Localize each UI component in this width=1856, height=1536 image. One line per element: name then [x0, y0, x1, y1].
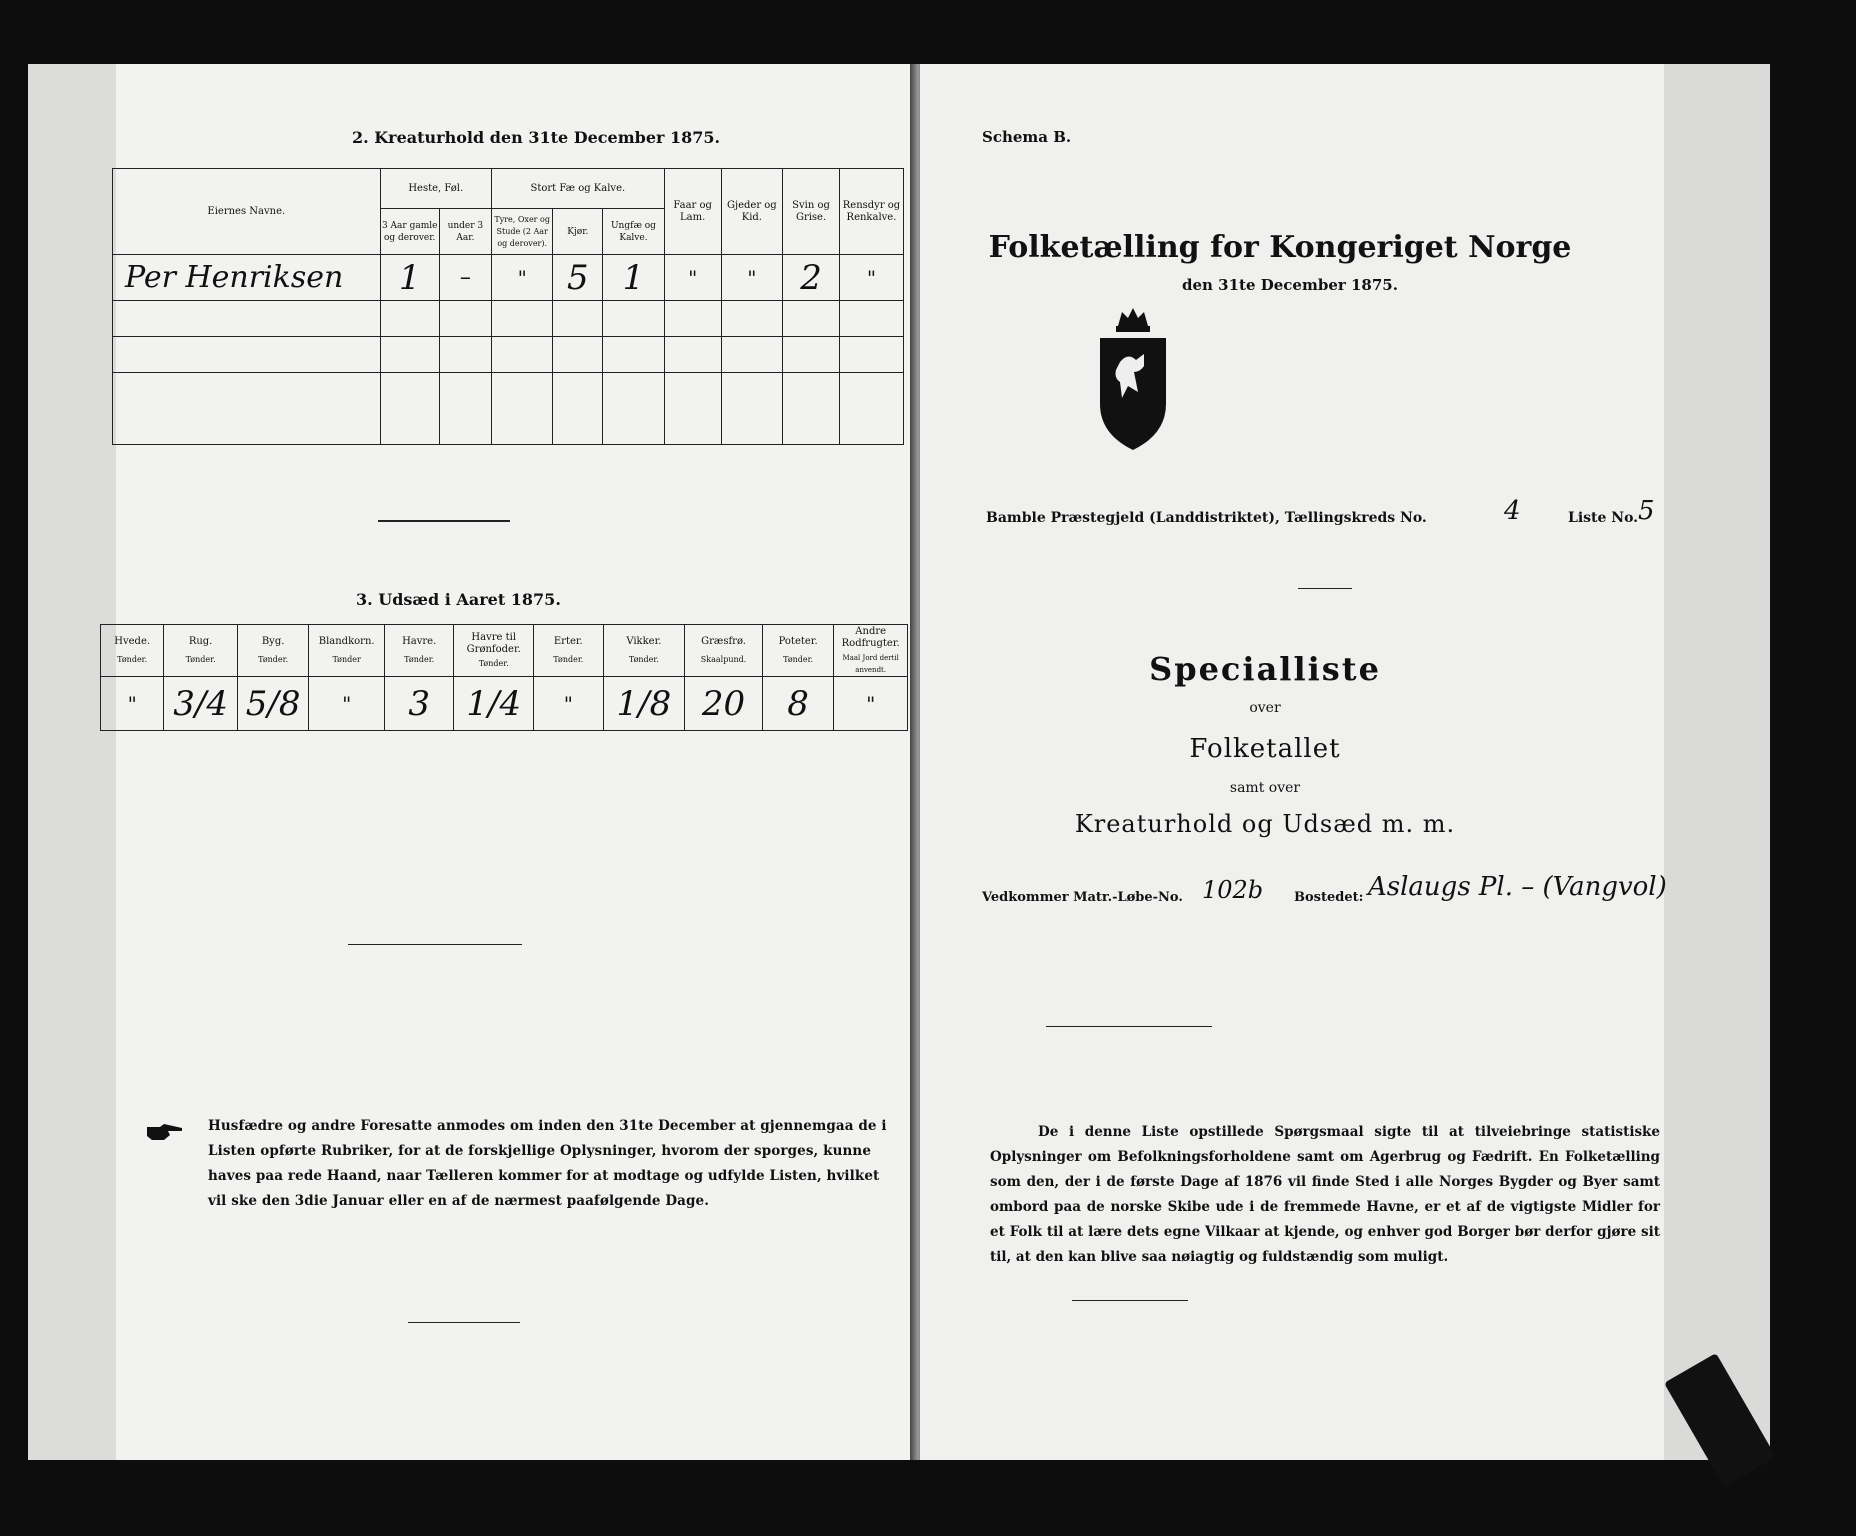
vetch-value: 1/8: [603, 677, 685, 731]
liste-number: 5: [1638, 496, 1655, 526]
rye-value: 3/4: [164, 677, 238, 731]
bosted-label: Bostedet:: [1294, 890, 1364, 905]
bulls-header: Tyre, Oxer og Stude (2 Aar og derover).: [491, 209, 553, 255]
horses-young-header: under 3 Aar.: [439, 209, 491, 255]
oats-header: Havre. Tønder.: [384, 625, 453, 677]
root-crops-value: ": [834, 677, 908, 731]
section3-title: 3. Udsæd i Aaret 1875.: [356, 590, 561, 609]
goats-value: ": [721, 255, 783, 301]
census-purpose-paragraph: De i denne Liste opstillede Spørgsmaal sigte til at tilveiebringe statistiske Oplysninger om Befolkningsforholdene samt om Agerbrug og Fædrift. En Folketælling som den, der i de første Dage af 1876 vil finde Sted i alle Norges Bygder og Byer samt ombord paa de norske Skibe ude i de fremmede Havne, er et af de vigtigste Midler for et Folk til at lære dets egne Vilkaar at kjende, og enhver god Borger bør derfor gjøre sit til, at den kan blive saa nøiagtig og fuldstændig som muligt.: [990, 1124, 1660, 1265]
census-date: den 31te December 1875.: [1182, 276, 1398, 294]
right-page: [920, 64, 1770, 1460]
peas-header: Erter. Tønder.: [534, 625, 603, 677]
main-title: Folketælling for Kongeriget Norge: [988, 230, 1572, 265]
vetch-header: Vikker. Tønder.: [603, 625, 685, 677]
goats-header: Gjeder og Kid.: [721, 169, 783, 255]
bosted-value: Aslaugs Pl. – (Vangvol): [1368, 872, 1667, 902]
empty-row: [113, 301, 904, 337]
potatoes-header: Poteter. Tønder.: [762, 625, 834, 677]
bulls-value: ": [491, 255, 553, 301]
seed-table: [100, 624, 908, 731]
mixed-grain-value: ": [309, 677, 385, 731]
divider: [378, 520, 510, 522]
grass-seed-value: 20: [685, 677, 763, 731]
district-number: 4: [1504, 496, 1521, 526]
coat-of-arms-icon: [1094, 304, 1172, 466]
potatoes-value: 8: [762, 677, 834, 731]
sheep-value: ": [664, 255, 721, 301]
young-cattle-value: 1: [603, 255, 665, 301]
kreaturhold-title: Kreaturhold og Udsæd m. m.: [1074, 810, 1456, 838]
green-fodder-value: 1/4: [454, 677, 534, 731]
young-cattle-header: Ungfæ og Kalve.: [603, 209, 665, 255]
barley-value: 5/8: [237, 677, 309, 731]
wheat-value: ": [101, 677, 164, 731]
owner-name: Per Henriksen: [113, 255, 381, 301]
cows-header: Kjør.: [553, 209, 603, 255]
samt-over-label: samt over: [1229, 780, 1301, 796]
left-page: [28, 64, 914, 1460]
reindeer-value: ": [839, 255, 903, 301]
livestock-table: [112, 168, 904, 445]
folketallet-title: Folketallet: [1189, 734, 1341, 764]
horses-old-header: 3 Aar gamle og derover.: [380, 209, 439, 255]
rye-header: Rug. Tønder.: [164, 625, 238, 677]
pointing-hand-icon: [146, 1122, 184, 1142]
reindeer-header: Rensdyr og Renkalve.: [839, 169, 903, 255]
cows-value: 5: [553, 255, 603, 301]
pigs-header: Svin og Grise.: [783, 169, 840, 255]
specialliste-title: Specialliste: [1149, 650, 1381, 688]
matr-label: Vedkommer Matr.-Løbe-No.: [982, 890, 1183, 905]
barley-header: Byg. Tønder.: [237, 625, 309, 677]
over-label: over: [1249, 700, 1281, 716]
empty-row: [113, 337, 904, 373]
empty-row: [113, 373, 904, 445]
seed-values-row: [101, 677, 908, 731]
divider: [408, 1322, 520, 1323]
horses-old-value: 1: [380, 255, 439, 301]
underlying-page-strip: [28, 64, 116, 1460]
divider: [1046, 1026, 1212, 1027]
divider: [1298, 588, 1352, 589]
cattle-header: Stort Fæ og Kalve.: [491, 169, 664, 209]
root-crops-header: Andre Rodfrugter. Maal Jord dertil anvendt.: [834, 625, 908, 677]
sheep-header: Faar og Lam.: [664, 169, 721, 255]
oats-value: 3: [384, 677, 453, 731]
peas-value: ": [534, 677, 603, 731]
liste-label: Liste No.: [1568, 510, 1639, 526]
underlying-page-strip: [1664, 64, 1770, 1460]
district-label: Bamble Præstegjeld (Landdistriktet), Tællingskreds No.: [986, 510, 1427, 526]
section2-title: 2. Kreaturhold den 31te December 1875.: [352, 128, 721, 147]
mixed-grain-header: Blandkorn. Tønder: [309, 625, 385, 677]
divider: [348, 944, 522, 945]
horses-young-value: –: [439, 255, 491, 301]
schema-label: Schema B.: [982, 128, 1072, 146]
horses-header: Heste, Føl.: [380, 169, 491, 209]
green-fodder-header: Havre til Grønfoder. Tønder.: [454, 625, 534, 677]
wheat-header: Hvede. Tønder.: [101, 625, 164, 677]
household-notice: Husfædre og andre Foresatte anmodes om inden den 31te December at gjennemgaa de i Listen opførte Rubriker, for at de forskjellige Oplysninger, hvorom der sporges, kunne haves paa rede Haand, naar Tælleren kommer for at modtage og udfylde Listen, hvilket vil ske den 3die Januar eller en af de nærmest paafølgende Dage.: [208, 1118, 887, 1209]
matr-number: 102b: [1202, 876, 1264, 904]
livestock-row: [113, 255, 904, 301]
pigs-value: 2: [783, 255, 840, 301]
divider: [1072, 1300, 1188, 1301]
owner-header: Eiernes Navne.: [113, 169, 381, 255]
grass-seed-header: Græsfrø. Skaalpund.: [685, 625, 763, 677]
